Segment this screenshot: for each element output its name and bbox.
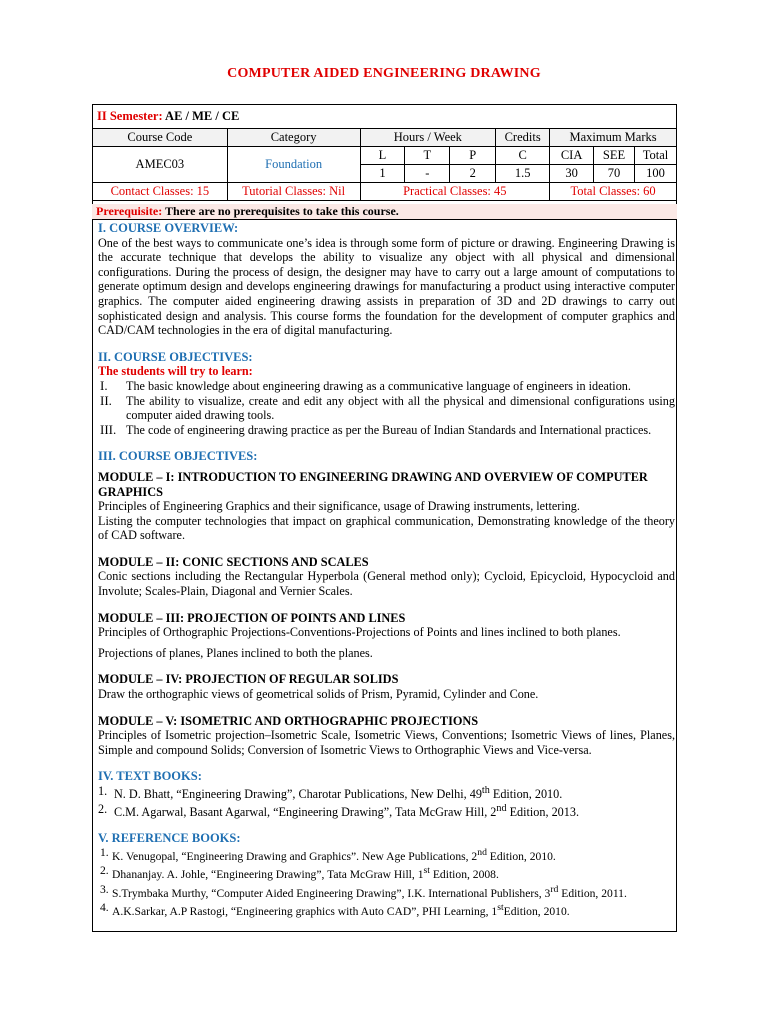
- list-item: III. The code of engineering drawing practice as per the Bureau of Indian Standards and International practices.: [100, 421, 652, 437]
- list-item: 2. C.M. Agarwal, Basant Agarwal, “Engineering Drawing”, Tata McGraw Hill, 2nd Edition, 2013.: [98, 801, 579, 819]
- module-2-title: MODULE – II: CONIC SECTIONS AND SCALES: [98, 554, 369, 569]
- module-3-line-1: Principles of Orthographic Projections-Conventions-Projections of Points and lines inclined to both planes.: [98, 625, 621, 640]
- practical-classes: Practical Classes: 45: [360, 183, 550, 201]
- val-SEE: 70: [594, 165, 635, 183]
- document-title: COMPUTER AIDED ENGINEERING DRAWING: [227, 66, 541, 81]
- textbooks-heading: IV. TEXT BOOKS:: [98, 769, 202, 784]
- prerequisite-label: Prerequisite:: [96, 204, 163, 218]
- module-1-line-2: Listing the computer technologies that impact on graphical communication, Demonstrating knowledge of the theory of CAD software.: [98, 513, 675, 543]
- sub-L: L: [360, 147, 405, 165]
- header-hours: Hours / Week: [360, 129, 496, 147]
- semester-line: [97, 109, 239, 124]
- tutorial-classes: Tutorial Classes: Nil: [227, 183, 360, 201]
- objectives-subheading: The students will try to learn:: [98, 364, 253, 379]
- module-1-title: MODULE – I: INTRODUCTION TO ENGINEERING DRAWING AND OVERVIEW OF COMPUTER GRAPHICS: [98, 469, 648, 499]
- val-C: 1.5: [496, 165, 550, 183]
- module-5-line-1: Principles of Isometric projection–Isometric Scale, Isometric Views, Conventions; Isometric Views of lines, Planes, Simple and compound Solids; Conversion of Isometric Views to Orthographic Views and Vice-versa.: [98, 728, 675, 757]
- textbooks-list: [98, 784, 675, 819]
- module-2-line-1: Conic sections including the Rectangular Hyperbola (General method only); Cycloid, Epicycloid, Hypocycloid and Involute; Scales-Plain, Diagonal and Vernier Scales.: [98, 569, 675, 599]
- overview-heading: I. COURSE OVERVIEW:: [98, 221, 239, 235]
- references-heading: V. REFERENCE BOOKS:: [98, 831, 241, 846]
- module-1-line-1: Principles of Engineering Graphics and their significance, usage of Drawing instruments, lettering.: [98, 499, 580, 514]
- list-item: 1. K. Venugopal, “Engineering Drawing and Graphics”. New Age Publications, 2nd Edition, 2010.: [100, 845, 556, 863]
- semester-value: AE / ME / CE: [165, 109, 240, 123]
- module-5-title: MODULE – V: ISOMETRIC AND ORTHOGRAPHIC PROJECTIONS: [98, 713, 479, 728]
- prerequisite-text: There are no prerequisites to take this course.: [165, 204, 399, 218]
- objectives-list: [98, 379, 675, 437]
- sub-Total: Total: [635, 147, 677, 165]
- val-L: 1: [360, 165, 405, 183]
- header-category: Category: [227, 129, 360, 147]
- list-item: 4. A.K.Sarkar, A.P Rastogi, “Engineering graphics with Auto CAD”, PHI Learning, 1stEdition, 2010.: [100, 901, 570, 919]
- sub-T: T: [405, 147, 450, 165]
- module-4-line-1: Draw the orthographic views of geometrical solids of Prism, Pyramid, Cylinder and Cone.: [98, 687, 539, 702]
- sub-P: P: [450, 147, 496, 165]
- module-3-title: MODULE – III: PROJECTION OF POINTS AND LINES: [98, 610, 406, 625]
- sub-CIA: CIA: [550, 147, 594, 165]
- list-item: 1. N. D. Bhatt, “Engineering Drawing”, Charotar Publications, New Delhi, 49th Edition, 2010.: [98, 784, 563, 802]
- header-max-marks: Maximum Marks: [550, 129, 677, 147]
- total-classes: Total Classes: 60: [550, 183, 677, 201]
- val-Total: 100: [635, 165, 677, 183]
- syllabus-heading: III. COURSE OBJECTIVES:: [98, 449, 258, 464]
- module-3-line-2: Projections of planes, Planes inclined to both the planes.: [98, 645, 373, 660]
- header-course-code: Course Code: [93, 129, 228, 147]
- list-item: 3. S.Trymbaka Murthy, “Computer Aided Engineering Drawing”, I.K. International Publishers, 3rd Edition, 2011.: [100, 882, 627, 900]
- module-4-title: MODULE – IV: PROJECTION OF REGULAR SOLIDS: [98, 672, 399, 687]
- table-subheader-row: [93, 147, 677, 165]
- val-P: 2: [450, 165, 496, 183]
- semester-label: II Semester:: [97, 109, 163, 123]
- val-CIA: 30: [550, 165, 594, 183]
- contact-classes: Contact Classes: 15: [93, 183, 228, 201]
- category-value: Foundation: [227, 147, 360, 183]
- list-item: II. The ability to visualize, create and edit any object with all the physical and dimensional configurations using computer aided drawing tools.: [100, 392, 675, 423]
- references-list: [98, 846, 675, 920]
- content-area: [98, 221, 675, 920]
- sub-C: C: [496, 147, 550, 165]
- table-header-row: [93, 129, 677, 147]
- header-credits: Credits: [496, 129, 550, 147]
- val-T: -: [405, 165, 450, 183]
- course-table: [92, 128, 677, 201]
- classes-row: [93, 183, 677, 201]
- overview-text: One of the best ways to communicate one’s idea is through some form of picture or drawing. Engineering Drawing is the accurate technique that develops the ability to visualize any object with all physical and dimensional configurations. During the process of design, the designer may have to carry out a large amount of computations to generate optimum design and develops engineering drawings for manufacturing a product using interactive computer graphics. The computer aided engineering drawing assists in preparation of 3D and 2D drawings to carry out sophisticated design and analysis. This course forms the foundation for the development of computer graphics and CAD/CAM technologies in the era of digital manufacturing.: [98, 235, 675, 338]
- list-item: I. The basic knowledge about engineering drawing as a communicative language of engineers in ideation.: [100, 377, 631, 393]
- prerequisite-bar: [92, 204, 677, 220]
- objectives-heading: II. COURSE OBJECTIVES:: [98, 349, 253, 364]
- list-item: 2. Dhananjay. A. Johle, “Engineering Drawing”, Tata McGraw Hill, 1st Edition, 2008.: [100, 864, 499, 882]
- course-code-value: AMEC03: [93, 147, 228, 183]
- sub-SEE: SEE: [594, 147, 635, 165]
